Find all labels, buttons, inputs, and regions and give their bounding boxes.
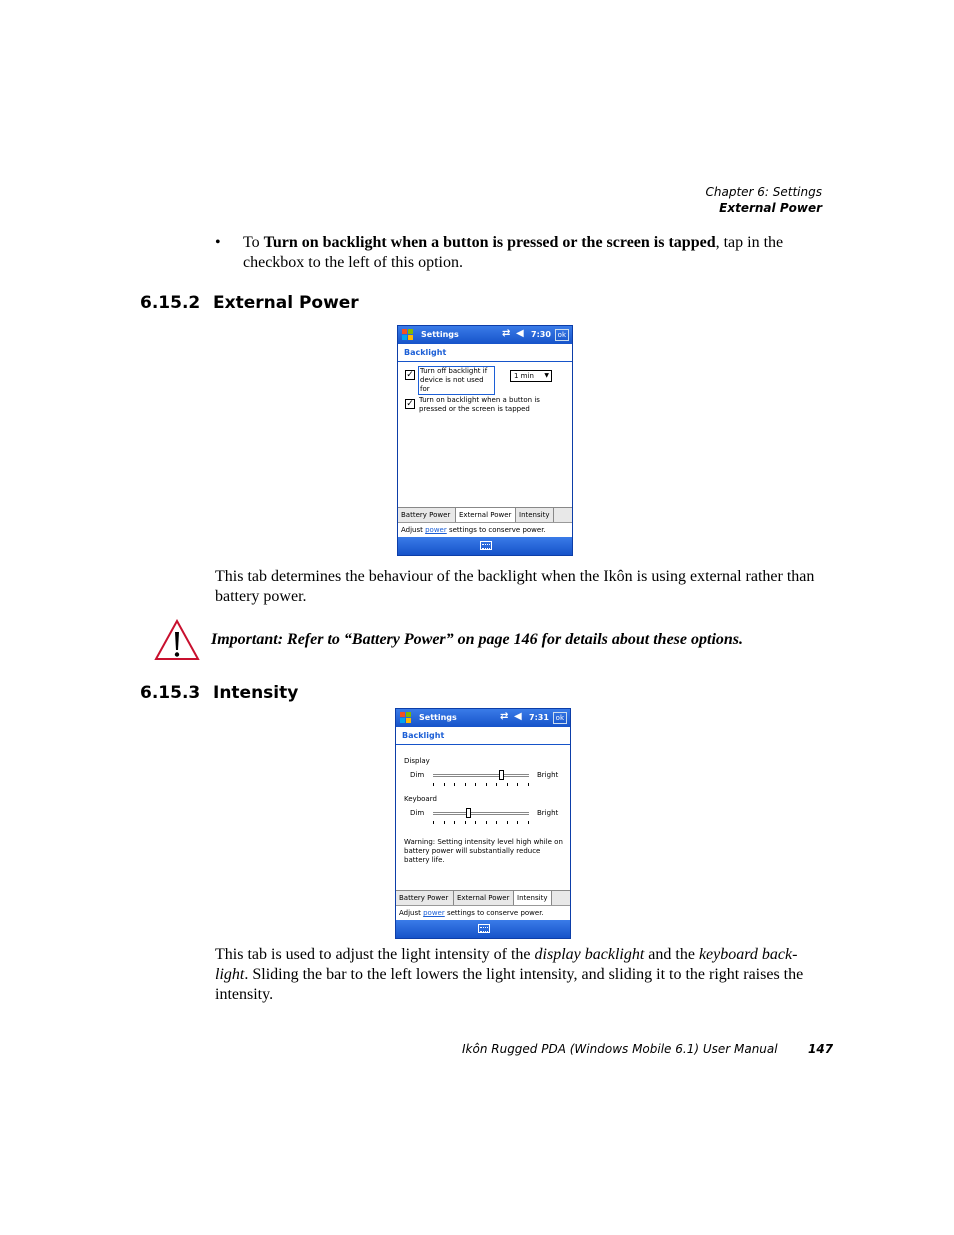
section-number: 6.15.2 (140, 293, 201, 313)
status-post: settings to conserve power. (444, 909, 544, 917)
section-heading-intensity (140, 683, 298, 703)
windows-start-icon[interactable] (401, 328, 415, 342)
speaker-icon[interactable]: ◀ (514, 711, 522, 722)
status-line (398, 522, 572, 537)
chapter-label: Chapter 6: Settings (705, 185, 822, 199)
intensity-body (396, 745, 570, 890)
page-subheader: Backlight (396, 727, 570, 745)
keyboard-icon[interactable] (480, 541, 492, 550)
keyboard-slider-track[interactable] (433, 812, 529, 815)
slider-tick (517, 821, 518, 824)
tab-battery-power[interactable]: Battery Power (398, 508, 456, 523)
window-title: Settings (421, 330, 459, 339)
tab-external-power[interactable]: External Power (456, 508, 516, 523)
slider-tick (507, 783, 508, 786)
slider-tick (465, 821, 466, 824)
bullet-prefix: To (243, 234, 264, 251)
bullet-item (215, 233, 815, 273)
section-heading-external-power (140, 293, 359, 313)
section-title: External Power (213, 293, 359, 313)
display-slider-ticks (433, 783, 529, 787)
slider-tick (444, 783, 445, 786)
slider-tick (465, 783, 466, 786)
display-slider-thumb[interactable] (499, 770, 504, 780)
tab-strip (396, 890, 570, 905)
keyboard-label: Keyboard (404, 795, 437, 803)
bullet-bold-text: Turn on backlight when a button is pressed or the screen is tapped (263, 234, 716, 251)
chevron-down-icon: ▼ (544, 372, 549, 379)
slider-tick (475, 821, 476, 824)
paragraph-external-power: This tab determines the behaviour of the backlight when the Ikôn is using external rather than battery power. (215, 568, 815, 605)
paragraph-intensity (215, 945, 815, 1005)
checkbox-turn-off-backlight[interactable]: ✓ (406, 370, 414, 380)
ok-button[interactable]: ok (553, 712, 567, 724)
slider-tick (475, 783, 476, 786)
warning-icon (154, 619, 200, 661)
para2-text-1: This tab is used to adjust the light intensity of the (215, 946, 535, 963)
window-title: Settings (419, 713, 457, 722)
section-number: 6.15.3 (140, 683, 201, 703)
important-note: Important: Refer to “Battery Power” on page 146 for details about these options. (211, 631, 744, 648)
display-slider-track[interactable] (433, 774, 529, 777)
pda-screenshot-external-power (397, 325, 573, 556)
option-turn-off-label[interactable]: Turn off backlight if device is not used for (418, 366, 495, 395)
timeout-select[interactable] (510, 370, 552, 382)
ok-button[interactable]: ok (555, 329, 569, 341)
para2-italic-display: display backlight (534, 946, 645, 963)
slider-tick (454, 783, 455, 786)
status-pre: Adjust (401, 526, 426, 534)
settings-body (398, 362, 572, 507)
title-bar (398, 326, 572, 344)
slider-tick (433, 783, 434, 786)
keyboard-slider-ticks (433, 821, 529, 825)
keyboard-slider-thumb[interactable] (466, 808, 471, 818)
input-panel-bar (396, 920, 570, 938)
para2-italic-keyboard: keyboard back-light (215, 946, 798, 983)
windows-start-icon[interactable] (399, 711, 413, 725)
tab-intensity[interactable]: Intensity (514, 891, 552, 906)
display-label: Display (404, 757, 430, 765)
page-subheader: Backlight (398, 344, 572, 362)
connectivity-icon[interactable]: ⇄ (502, 328, 511, 339)
slider-tick (528, 783, 529, 786)
bullet-suffix: , tap in the checkbox to the left of this option. (243, 234, 784, 271)
clock[interactable]: 7:31 (529, 713, 549, 722)
status-pre: Adjust (399, 909, 424, 917)
page-number: 147 (808, 1042, 834, 1056)
power-link[interactable]: power (425, 526, 447, 534)
timeout-select-value: 1 min (514, 372, 534, 380)
battery-warning-text: Warning: Setting intensity level high while on battery power will substantially reduce battery life. (404, 838, 563, 864)
tab-strip (398, 507, 572, 522)
connectivity-icon[interactable]: ⇄ (500, 711, 509, 722)
display-bright-label: Bright (537, 771, 559, 779)
slider-tick (496, 821, 497, 824)
option-turn-on-label[interactable]: Turn on backlight when a button is pressed or the screen is tapped (419, 396, 540, 413)
section-label: External Power (719, 201, 822, 215)
keyboard-dim-label: Dim (410, 809, 425, 817)
para2-text-3: . Sliding the bar to the left lowers the light intensity, and sliding it to the right raises the intensity. (215, 966, 804, 1003)
title-bar (396, 709, 570, 727)
clock[interactable]: 7:30 (531, 330, 551, 339)
tab-intensity[interactable]: Intensity (516, 508, 554, 523)
slider-tick (486, 821, 487, 824)
section-title: Intensity (213, 683, 299, 703)
tab-external-power[interactable]: External Power (454, 891, 514, 906)
input-panel-bar (398, 537, 572, 555)
display-dim-label: Dim (410, 771, 425, 779)
tab-battery-power[interactable]: Battery Power (396, 891, 454, 906)
checkbox-turn-on-backlight[interactable]: ✓ (406, 399, 414, 409)
speaker-icon[interactable]: ◀ (516, 328, 524, 339)
running-header (705, 184, 822, 216)
keyboard-bright-label: Bright (537, 809, 559, 817)
slider-tick (517, 783, 518, 786)
status-post: settings to conserve power. (446, 526, 546, 534)
slider-tick (486, 783, 487, 786)
keyboard-icon[interactable] (478, 924, 490, 933)
bullet-symbol: • (215, 234, 221, 251)
slider-tick (444, 821, 445, 824)
para2-text-2: and the (644, 946, 699, 963)
slider-tick (496, 783, 497, 786)
footer-title: Ikôn Rugged PDA (Windows Mobile 6.1) User Manual (462, 1042, 778, 1056)
status-line (396, 905, 570, 920)
slider-tick (454, 821, 455, 824)
slider-tick (507, 821, 508, 824)
slider-tick (433, 821, 434, 824)
pda-screenshot-intensity (395, 708, 571, 939)
power-link[interactable]: power (423, 909, 445, 917)
slider-tick (528, 821, 529, 824)
